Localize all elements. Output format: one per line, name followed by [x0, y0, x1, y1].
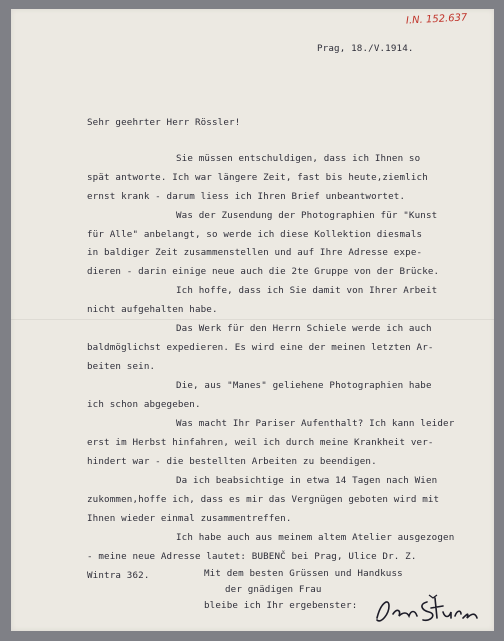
paper-fold [11, 319, 494, 320]
body-line: zukommen,hoffe ich, dass es mir das Vergnügen geboten wird mit [87, 494, 440, 505]
body-line: Was macht Ihr Pariser Aufenthalt? Ich kann leider [176, 418, 455, 429]
body-line: Ihnen wieder einmal zusammentreffen. [87, 513, 292, 524]
dateline: Prag, 18./V.1914. [317, 43, 414, 54]
closing-line: bleibe ich Ihr ergebenster: [204, 600, 358, 611]
body-line: Das Werk für den Herrn Schiele werde ich auch [176, 323, 432, 334]
body-line: baldmöglichst expedieren. Es wird eine der meinen letzten Ar- [87, 342, 434, 353]
signature-drawing [371, 592, 481, 628]
closing-line: Mit dem besten Grüssen und Handkuss [204, 568, 403, 579]
body-line: dieren - darin einige neue auch die 2te Gruppe von der Brücke. [87, 266, 440, 277]
body-line: Was der Zusendung der Photographien für "Kunst [176, 210, 438, 221]
body-line: Wintra 362. [87, 570, 150, 581]
body-line: spät antworte. Ich war längere Zeit, fast bis heute,ziemlich [87, 172, 428, 183]
body-line: Sie müssen entschuldigen, dass ich Ihnen so [176, 153, 421, 164]
body-line: in baldiger Zeit zusammenstellen und auf Ihre Adresse expe- [87, 247, 423, 258]
body-line: erst im Herbst hinfahren, weil ich durch meine Krankheit ver- [87, 437, 434, 448]
body-line: ich schon abgegeben. [87, 399, 201, 410]
body-line: nicht aufgehalten habe. [87, 304, 218, 315]
body-line: Die, aus "Manes" geliehene Photographien habe [176, 380, 432, 391]
body-line: ernst krank - darum liess ich Ihren Brief unbeantwortet. [87, 191, 406, 202]
handwritten-signature [371, 592, 481, 628]
body-line: für Alle" anbelangt, so werde ich diese Kollektion diesmals [87, 229, 423, 240]
body-line: - meine neue Adresse lautet: BUBENČ bei Prag, Ulice Dr. Z. [87, 551, 417, 562]
body-line: Ich hoffe, dass ich Sie damit von Ihrer Arbeit [176, 285, 438, 296]
archive-number: I.N. 152.637 [405, 12, 468, 27]
body-line: beiten sein. [87, 361, 156, 372]
salutation: Sehr geehrter Herr Rössler! [87, 117, 241, 128]
closing-line: der gnädigen Frau [225, 584, 322, 595]
body-line: hindert war - die bestellten Arbeiten zu beendigen. [87, 456, 377, 467]
letter-page [11, 9, 494, 631]
body-line: Da ich beabsichtige in etwa 14 Tagen nach Wien [176, 475, 438, 486]
body-line: Ich habe auch aus meinem altem Atelier ausgezogen [176, 532, 455, 543]
